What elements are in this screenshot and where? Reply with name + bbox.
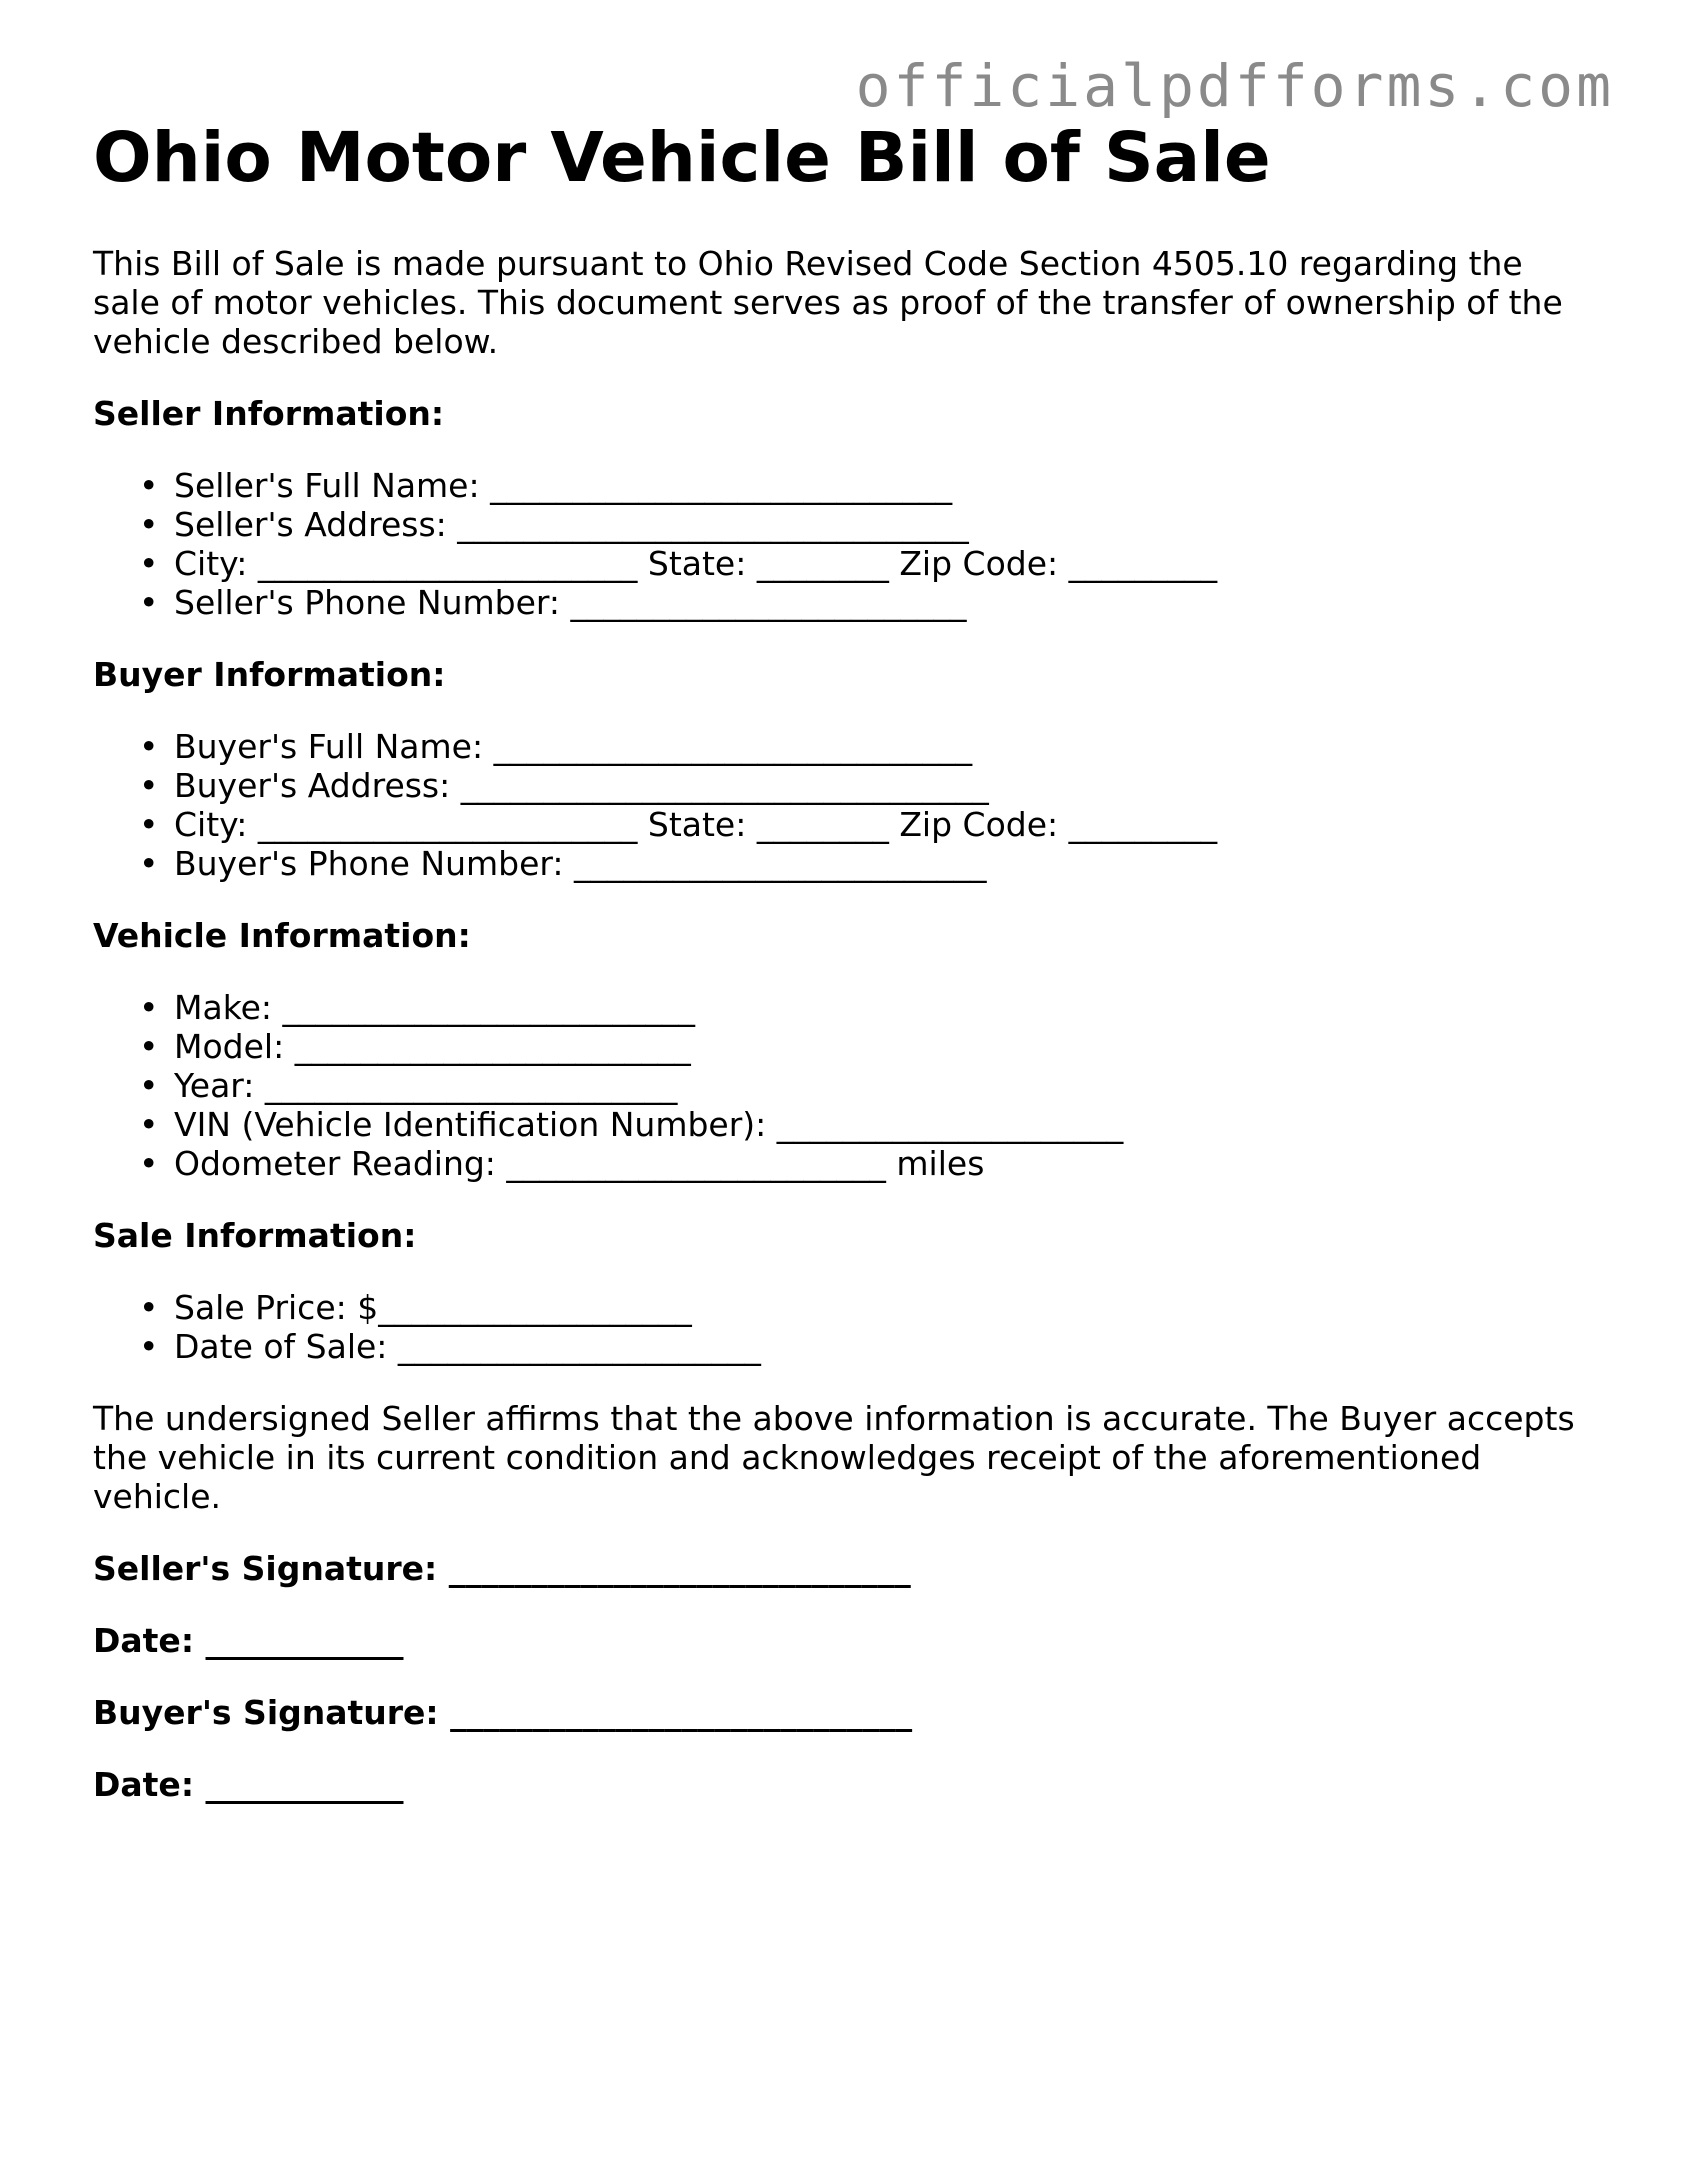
vehicle-field-list: [93, 988, 1593, 1183]
buyer-signature-field[interactable]: Buyer's Signature: ____________________________: [93, 1693, 913, 1732]
buyer-date-field[interactable]: Date: ____________: [93, 1765, 404, 1804]
watermark: officialpdfforms.com: [855, 52, 1614, 120]
buyer-section-heading: Buyer Information:: [93, 655, 446, 694]
seller-signature-field[interactable]: Seller's Signature: ____________________________: [93, 1549, 911, 1588]
document-page: [93, 112, 1593, 1804]
seller-full-name-field[interactable]: • Seller's Full Name: ____________________________: [93, 466, 1593, 505]
sale-section-heading: Sale Information:: [93, 1216, 417, 1255]
vehicle-section-heading: Vehicle Information:: [93, 916, 471, 955]
sale-field-list: [93, 1288, 1593, 1366]
sale-price-field[interactable]: • Sale Price: $___________________: [93, 1288, 1593, 1327]
intro-paragraph: This Bill of Sale is made pursuant to Ohio Revised Code Section 4505.10 regarding the sale of motor vehicles. This document serves as proof of the transfer of ownership of the vehicle described below.: [93, 244, 1563, 361]
closing-paragraph: The undersigned Seller affirms that the above information is accurate. The Buyer accepts the vehicle in its current condition and acknowledges receipt of the aforementioned vehicle.: [93, 1399, 1575, 1516]
seller-field-list: [93, 466, 1593, 622]
buyer-address-field[interactable]: • Buyer's Address: ________________________________: [93, 766, 1593, 805]
vehicle-model-field[interactable]: • Model: ________________________: [93, 1027, 1593, 1066]
buyer-phone-field[interactable]: • Buyer's Phone Number: _________________________: [93, 844, 1593, 883]
buyer-city-state-zip-field[interactable]: • City: _______________________ State: ________ Zip Code: _________: [93, 805, 1593, 844]
seller-date-field[interactable]: Date: ____________: [93, 1621, 404, 1660]
vehicle-year-field[interactable]: • Year: _________________________: [93, 1066, 1593, 1105]
seller-section-heading: Seller Information:: [93, 394, 445, 433]
buyer-full-name-field[interactable]: • Buyer's Full Name: _____________________________: [93, 727, 1593, 766]
page-title: Ohio Motor Vehicle Bill of Sale: [93, 118, 1271, 198]
seller-address-field[interactable]: • Seller's Address: _______________________________: [93, 505, 1593, 544]
seller-city-state-zip-field[interactable]: • City: _______________________ State: ________ Zip Code: _________: [93, 544, 1593, 583]
buyer-field-list: [93, 727, 1593, 883]
vehicle-odometer-field[interactable]: • Odometer Reading: _______________________ miles: [93, 1144, 1593, 1183]
vehicle-vin-field[interactable]: • VIN (Vehicle Identification Number): _____________________: [93, 1105, 1593, 1144]
seller-phone-field[interactable]: • Seller's Phone Number: ________________________: [93, 583, 1593, 622]
sale-date-field[interactable]: • Date of Sale: ______________________: [93, 1327, 1593, 1366]
vehicle-make-field[interactable]: • Make: _________________________: [93, 988, 1593, 1027]
